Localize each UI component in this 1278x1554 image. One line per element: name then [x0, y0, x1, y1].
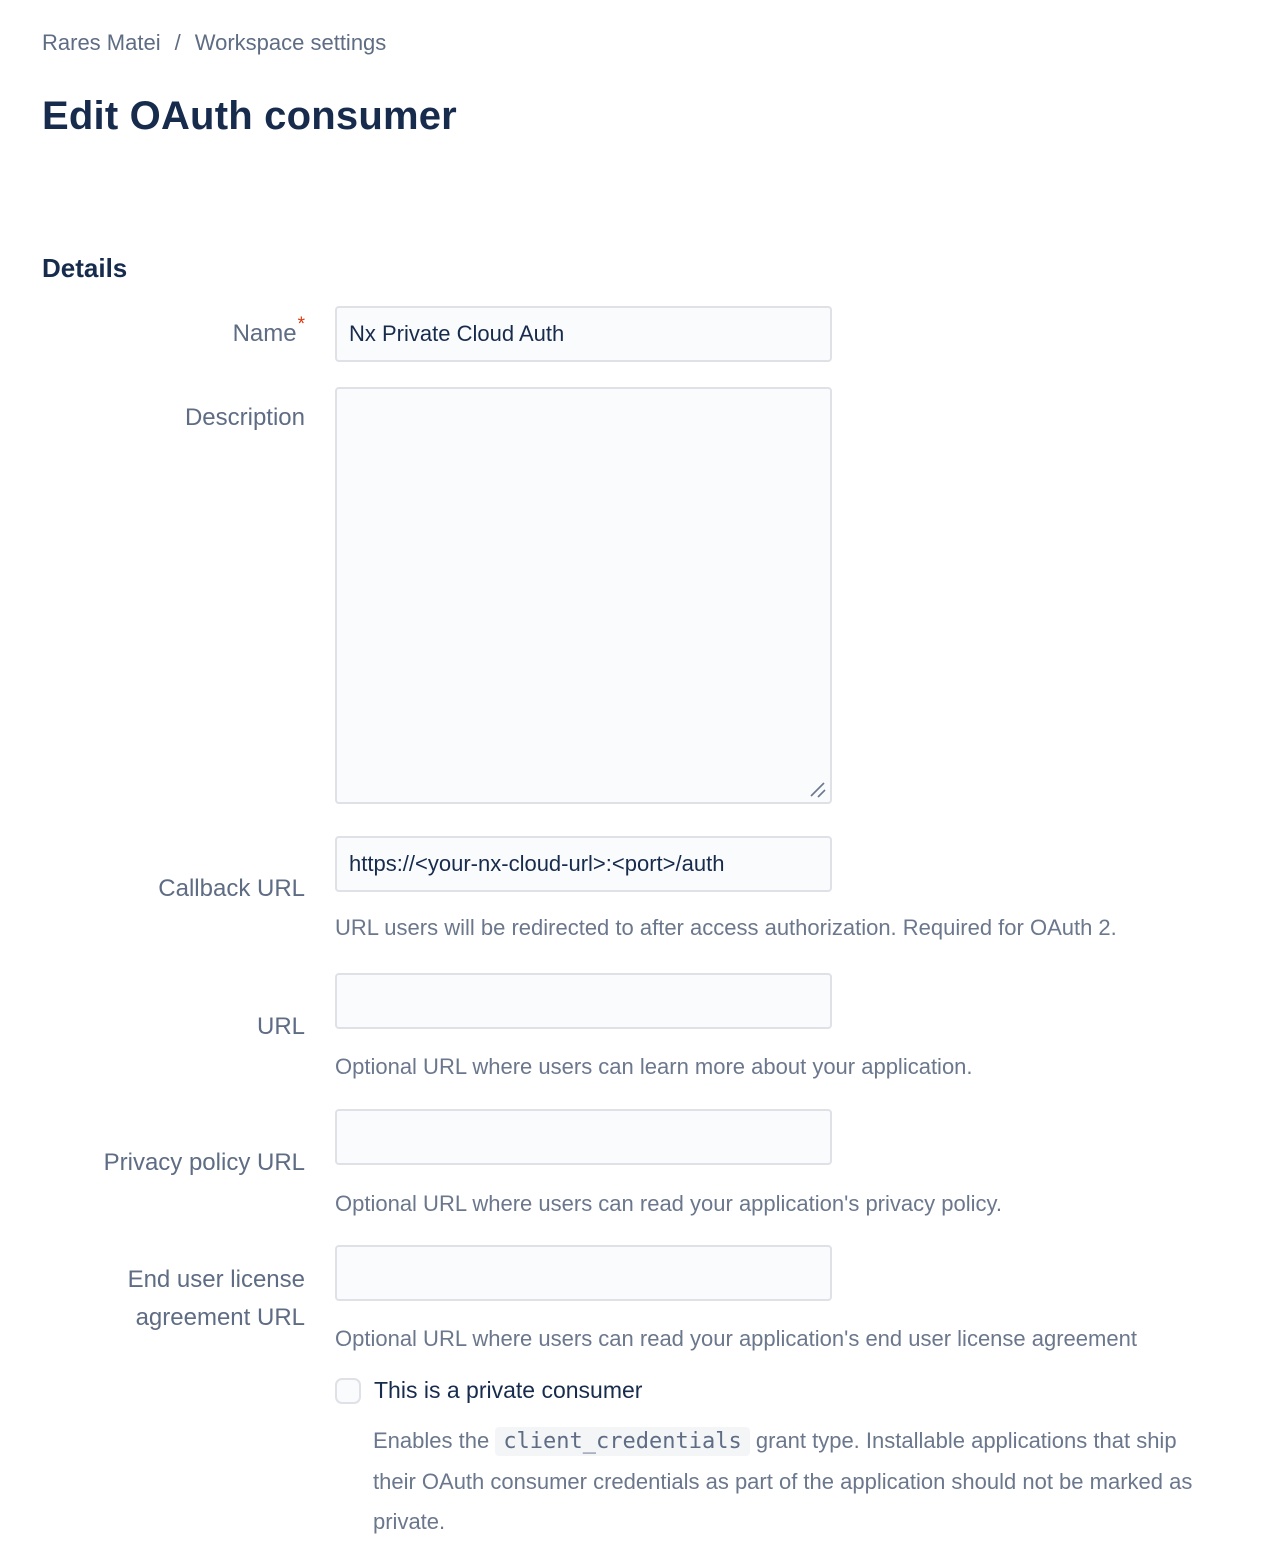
callback-url-input[interactable]	[335, 836, 832, 892]
name-label	[42, 315, 305, 353]
private-consumer-checkbox-line	[335, 1377, 1258, 1404]
privacy-policy-url-label: Privacy policy URL	[103, 1149, 305, 1177]
eula-url-helper-text: Optional URL where users can read your application's end user license agreement	[335, 1326, 1137, 1351]
breadcrumb-link-workspace-settings[interactable]: Workspace settings	[194, 30, 387, 55]
description-label: Description	[184, 404, 305, 431]
description-textarea[interactable]	[335, 387, 832, 804]
page-title: Edit OAuth consumer	[42, 94, 457, 138]
privacy-policy-url-input[interactable]	[335, 1109, 832, 1165]
url-input[interactable]	[335, 973, 832, 1029]
private-consumer-field-cell	[335, 1377, 1258, 1542]
resize-handle-icon[interactable]	[809, 781, 827, 799]
name-label-text: Name	[232, 319, 297, 347]
private-consumer-label[interactable]: This is a private consumer	[374, 1377, 643, 1403]
callback-url-field-cell	[335, 836, 1258, 942]
description-field-cell	[335, 387, 832, 804]
name-field-row	[42, 306, 1258, 362]
description-field-row	[42, 387, 1258, 804]
name-input[interactable]	[335, 306, 832, 362]
private-consumer-checkbox[interactable]	[335, 1378, 361, 1404]
eula-url-field-cell	[335, 1245, 1258, 1353]
eula-url-input[interactable]	[335, 1245, 832, 1301]
client-credentials-code-chip: client_credentials	[495, 1427, 749, 1456]
url-label: URL	[256, 1012, 305, 1040]
required-asterisk: *	[297, 313, 305, 335]
url-helper-text: Optional URL where users can learn more about your application.	[335, 1054, 973, 1079]
callback-url-field-row	[42, 836, 1258, 942]
name-field-cell	[335, 306, 1258, 362]
eula-url-label	[42, 1261, 305, 1338]
eula-url-label-text: End user license agreement URL	[127, 1265, 305, 1331]
privacy-policy-url-field-cell	[335, 1109, 1258, 1218]
callback-url-label: Callback URL	[158, 874, 305, 902]
private-consumer-helper-text	[373, 1421, 1221, 1542]
url-field-cell	[335, 973, 1258, 1081]
eula-url-field-row	[42, 1245, 1258, 1353]
breadcrumb-link-user[interactable]: Rares Matei	[42, 30, 161, 55]
private-consumer-help-suffix: grant type. Installable applications that ship their OAuth consumer credentials as part of the application should not be marked as private.	[373, 1428, 1193, 1534]
breadcrumb	[42, 30, 1258, 56]
details-section-heading: Details	[42, 253, 128, 283]
private-consumer-help-prefix: Enables the	[373, 1428, 496, 1453]
privacy-policy-url-helper-text: Optional URL where users can read your application's privacy policy.	[335, 1191, 1002, 1216]
private-consumer-row	[42, 1377, 1258, 1542]
privacy-policy-url-field-row	[42, 1109, 1258, 1218]
callback-url-helper-text: URL users will be redirected to after access authorization. Required for OAuth 2.	[335, 915, 1117, 940]
url-field-row	[42, 973, 1258, 1081]
breadcrumb-separator: /	[174, 30, 181, 55]
